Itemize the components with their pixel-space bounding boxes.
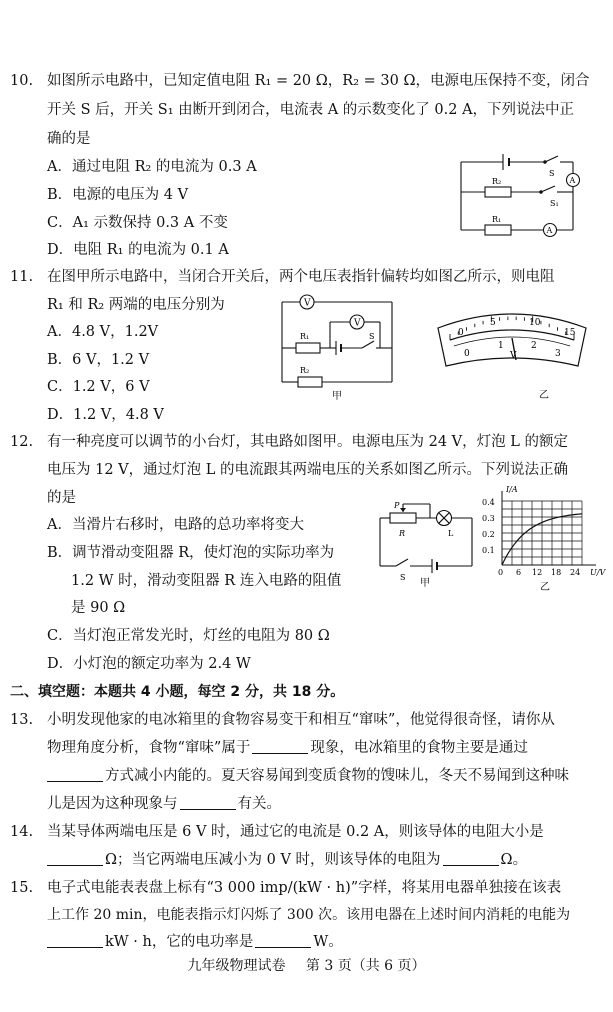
q11-option-d: D．1.2 V，4.8 V <box>47 407 164 423</box>
q11-fig-r1-label: R₁ <box>300 332 310 341</box>
q15-blank-1[interactable] <box>47 933 103 948</box>
q11-dial-outer-15: 15 <box>564 328 576 338</box>
page-footer <box>0 955 613 975</box>
q10-number: 10. <box>10 73 34 89</box>
q10-stem-line-2: 开关 S 后，开关 S₁ 由断开到闭合，电流表 A 的示数变化了 0.2 A，下列说法中正 <box>47 102 575 118</box>
q12-option-a: A．当滑片右移时，电路的总功率将变大 <box>47 517 304 533</box>
q11-dial-inner-2: 2 <box>531 341 537 351</box>
q12-option-b: B．调节滑动变阻器 R，使灯泡的实际功率为 <box>47 545 335 561</box>
q13-blank-1[interactable] <box>252 739 308 754</box>
q11-dial-inner-1: 1 <box>498 341 504 351</box>
q10-fig-r1-label: R₁ <box>492 215 502 224</box>
q15-line-1: 电子式电能表表盘上标有“3 000 imp/(kW · h)”字样，将某用电器单独接在该表 <box>47 880 562 896</box>
q12-graph-xtick-0: 0 <box>498 568 504 577</box>
q13-line-4-text-b: 有关。 <box>237 796 281 812</box>
q11-circuit-diagram-a <box>272 290 404 402</box>
q10-stem-line-3: 确的是 <box>47 131 91 147</box>
q12-option-c: C．当灯泡正常发光时，灯丝的电阻为 80 Ω <box>47 628 330 644</box>
q12-graph-xtick-24: 24 <box>570 568 581 577</box>
footer-page-number: 第 3 页（共 6 页） <box>305 958 426 974</box>
q14-line-2-text-a: Ω；当它两端电压减小为 0 V 时，则该导体的电阻为 <box>105 852 441 868</box>
q14-line-1: 当某导体两端电压是 6 V 时，通过它的电流是 0.2 A，则该导体的电阻大小是 <box>47 824 544 840</box>
q11-fig-caption-a: 甲 <box>332 391 342 402</box>
q13-line-3-text: 方式减小内能的。夏天容易闻到变质食物的馊味儿，冬天不易闻到这种味 <box>105 768 569 784</box>
q11-voltmeter-dial <box>428 298 596 406</box>
q12-option-b-line-2: 1.2 W 时，滑动变阻器 R 连入电路的阻值 <box>71 573 342 589</box>
q11-fig-s-label: S <box>369 332 375 341</box>
q10-option-a: A．通过电阻 R₂ 的电流为 0.3 A <box>47 159 257 175</box>
q10-stem-line-1: 如图所示电路中，已知定值电阻 R₁ = 20 Ω，R₂ = 30 Ω，电源电压保持不变，闭合 <box>47 73 590 89</box>
q14-blank-1[interactable] <box>47 851 103 866</box>
q14-number: 14. <box>10 824 34 840</box>
q13-blank-2[interactable] <box>47 767 103 782</box>
q12-number: 12. <box>10 434 34 450</box>
q11-dial-unit-v: V <box>510 351 517 361</box>
q11-option-b: B．6 V，1.2 V <box>47 352 150 368</box>
q10-fig-s1-label: S₁ <box>550 199 559 208</box>
q12-graph-ytick-03: 0.3 <box>482 514 495 523</box>
q12-graph-ytick-01: 0.1 <box>482 546 495 555</box>
q13-line-1: 小明发现他家的电冰箱里的食物容易变干和相互“窜味”，他觉得很奇怪，请你从 <box>47 712 555 728</box>
q12-graph-ytick-02: 0.2 <box>482 530 495 539</box>
section-2-title: 二、填空题：本题共 4 小题，每空 2 分，共 18 分。 <box>10 684 345 700</box>
q13-line-2-text-a: 物理角度分析，食物“窜味”属于 <box>47 740 251 756</box>
q12-fig-caption-b: 乙 <box>540 582 550 593</box>
q12-stem-line-2: 电压为 12 V，通过灯泡 L 的电流跟其两端电压的关系如图乙所示。下列说法正确 <box>47 462 568 478</box>
q14-line-2 <box>47 851 527 869</box>
q11-dial-outer-10: 10 <box>529 318 541 328</box>
q11-fig-caption-b: 乙 <box>539 390 549 401</box>
q10-fig-s-label: S <box>549 169 555 178</box>
q10-option-c: C．A₁ 示数保持 0.3 A 不变 <box>47 215 228 231</box>
q11-dial-outer-0: 0 <box>458 328 464 338</box>
q15-line-3-text-b: W。 <box>313 934 343 950</box>
q13-line-2-text-b: 现象，电冰箱里的食物主要是通过 <box>310 740 528 756</box>
q13-number: 13. <box>10 712 34 728</box>
q15-line-3-text-a: kW · h，它的电功率是 <box>105 934 254 950</box>
q11-fig-voltmeter-v1: V <box>304 298 311 309</box>
q11-dial-inner-3: 3 <box>555 349 561 359</box>
q13-line-3 <box>47 767 569 785</box>
q11-number: 11. <box>10 269 34 285</box>
q15-number: 15. <box>10 880 34 896</box>
q14-blank-2[interactable] <box>443 851 499 866</box>
q10-option-d: D．电阻 R₁ 的电流为 0.1 A <box>47 242 229 258</box>
q11-fig-r2-label: R₂ <box>300 366 310 375</box>
q12-graph-ytick-04: 0.4 <box>482 498 495 507</box>
q10-fig-r2-label: R₂ <box>492 177 502 186</box>
q12-option-d: D．小灯泡的额定功率为 2.4 W <box>47 656 251 672</box>
q12-fig-caption-a: 甲 <box>420 578 430 588</box>
q10-option-b: B．电源的电压为 4 V <box>47 187 189 203</box>
q12-fig-switch-s: S <box>400 573 406 582</box>
footer-exam-title: 九年级物理试卷 <box>187 958 286 974</box>
q13-line-4 <box>47 795 281 813</box>
q15-line-2: 上工作 20 min，电能表指示灯闪烁了 300 次。该用电器在上述时间内消耗的电能为 <box>47 907 571 923</box>
q12-stem-line-1: 有一种亮度可以调节的小台灯，其电路如图甲。电源电压为 24 V，灯泡 L 的额定 <box>47 434 568 450</box>
q11-option-c: C．1.2 V，6 V <box>47 379 150 395</box>
q12-graph-xlabel: U/V <box>590 568 606 577</box>
q10-fig-ammeter-a-label: A <box>569 176 576 185</box>
q11-stem-line-1: 在图甲所示电路中，当闭合开关后，两个电压表指针偏转均如图乙所示，则电阻 <box>47 269 555 285</box>
q15-blank-2[interactable] <box>255 933 311 948</box>
q12-fig-slider-p: P <box>394 501 400 510</box>
q11-option-a: A．4.8 V，1.2V <box>47 324 159 340</box>
q13-line-2 <box>47 739 528 757</box>
q12-iu-graph <box>480 480 608 594</box>
q12-circuit-diagram-a <box>372 496 484 588</box>
q10-fig-ammeter-a1-label: A <box>546 226 553 235</box>
q13-blank-3[interactable] <box>180 795 236 810</box>
q12-graph-xtick-6: 6 <box>516 568 522 577</box>
q12-graph-ylabel: I/A <box>506 485 518 494</box>
q15-line-3 <box>47 933 343 951</box>
q11-dial-outer-5: 5 <box>490 318 496 328</box>
q11-fig-voltmeter-v2: V <box>354 318 361 329</box>
q14-line-2-text-b: Ω。 <box>500 852 528 868</box>
q12-fig-lamp-l: L <box>448 529 454 538</box>
q12-option-b-line-3: 是 90 Ω <box>71 600 126 616</box>
q10-circuit-diagram <box>455 148 605 248</box>
q12-fig-rheostat-r: R <box>399 529 406 538</box>
q13-line-4-text-a: 儿是因为这种现象与 <box>47 796 178 812</box>
q11-stem-line-2: R₁ 和 R₂ 两端的电压分别为 <box>47 297 225 313</box>
q12-stem-line-3: 的是 <box>47 490 76 506</box>
q11-dial-inner-0: 0 <box>464 349 470 359</box>
q12-graph-xtick-12: 12 <box>532 568 543 577</box>
q12-graph-xtick-18: 18 <box>551 568 562 577</box>
